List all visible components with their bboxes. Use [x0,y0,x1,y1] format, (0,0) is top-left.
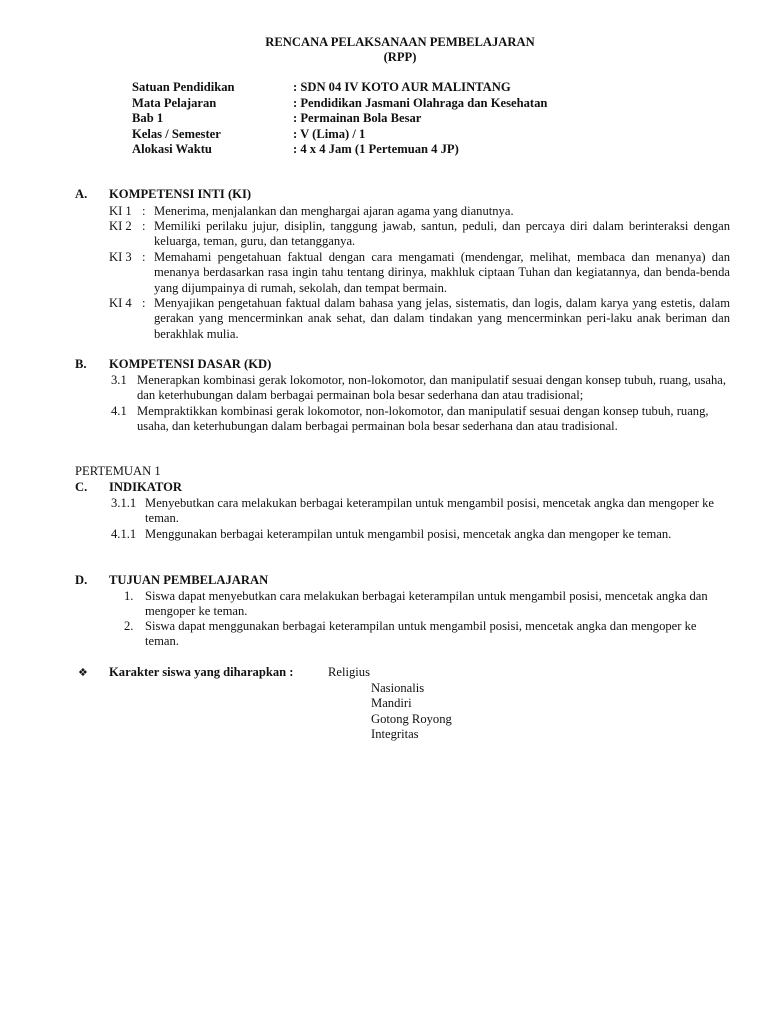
section-a-letter: A. [75,187,88,201]
kd-number: 4.1 [111,404,127,418]
ki-text: Memahami pengetahuan faktual dengan cara mengamati (mendengar, melihat, membaca dan menanya) dan menanya berdasarkan rasa ingin tahu tentang dirinya, makhluk ciptaan Tuhan dan kegiatannya, dan benda-benda yang dijumpainya di rumah, sekolah, dan tempat bermain. [154,250,730,295]
indicator-number: 4.1.1 [111,527,137,541]
identity-value: : SDN 04 IV KOTO AUR MALINTANG [293,80,511,94]
section-b-letter: B. [75,357,87,371]
character-value: Mandiri [371,696,412,710]
indicator-text: Menyebutkan cara melakukan berbagai keterampilan untuk mengambil posisi, mencetak angka dan mengoper ke teman. [145,496,714,526]
ki-colon: : [142,204,146,218]
ki-text: Memiliki perilaku jujur, disiplin, tanggung jawab, santun, peduli, dan percaya diri dalam berinteraksi dengan keluarga, teman, guru, dan tetangganya. [154,219,730,249]
ki-text: Menerima, menjalankan dan menghargai ajaran agama yang dianutnya. [154,204,514,218]
kd-text [137,373,730,404]
ki-code: KI 2 [109,219,132,233]
section-b-heading: KOMPETENSI DASAR (KD) [109,357,272,371]
kd-text [137,404,717,435]
objective-text: Siswa dapat menyebutkan cara melakukan berbagai keterampilan untuk mengambil posisi, mencetak angka dan mengoper ke teman. [145,589,708,619]
identity-label: Kelas / Semester [132,127,221,141]
identity-label: Mata Pelajaran [132,96,217,110]
objective-number: 2. [124,619,134,633]
ki-colon: : [142,250,146,264]
meeting-heading: PERTEMUAN 1 [75,464,161,478]
ki-code: KI 4 [109,296,132,310]
character-value: Religius [328,665,370,679]
ki-colon: : [142,219,146,233]
indicator-text: Menggunakan berbagai keterampilan untuk mengambil posisi, mencetak angka dan mengoper ke teman. [145,527,672,541]
section-c-heading: INDIKATOR [109,480,183,494]
indicator-number: 3.1.1 [111,496,137,510]
ki-colon: : [142,296,146,310]
character-label: Karakter siswa yang diharapkan : [109,665,294,679]
doc-title-line2: (RPP) [383,50,417,64]
objective-text: Siswa dapat menggunakan berbagai keterampilan untuk mengambil posisi, mencetak angka dan mengoper ke teman. [145,619,697,649]
ki-code: KI 3 [109,250,132,264]
ki-code: KI 1 [109,204,132,218]
identity-label: Alokasi Waktu [132,142,212,156]
identity-label: Bab 1 [132,111,164,125]
character-value: Integritas [371,727,419,741]
character-value: Nasionalis [371,681,425,695]
diamond-bullet-icon: ❖ [78,666,88,679]
doc-title-line1: RENCANA PELAKSANAAN PEMBELAJARAN [265,35,535,49]
identity-value: : 4 x 4 Jam (1 Pertemuan 4 JP) [293,142,459,156]
kd-text-body: Mempraktikkan kombinasi gerak lokomotor, non-lokomotor, dan manipulatif sesuai dengan konsep tubuh, ruang, usaha, dan keterhubungan dalam berbagai permainan bola besar sederhana dan atau tradisional. [137,404,709,434]
identity-label: Satuan Pendidikan [132,80,235,94]
ki-text: Menyajikan pengetahuan faktual dalam bahasa yang jelas, sistematis, dan logis, dalam karya yang estetis, dalam gerakan yang mencerminkan anak sehat, dan dalam tindakan yang mencerminkan peri-laku anak beriman dan berakhlak mulia. [154,296,730,341]
section-a-heading: KOMPETENSI INTI (KI) [109,187,252,201]
kd-text-body: Menerapkan kombinasi gerak lokomotor, non-lokomotor, dan manipulatif sesuai dengan konsep tubuh, ruang, usaha, dan keterhubungan dalam berbagai permainan bola besar sederhana dan atau tradisional; [137,373,727,403]
section-c-letter: C. [75,480,88,494]
kd-number: 3.1 [111,373,127,387]
section-d-heading: TUJUAN PEMBELAJARAN [109,573,269,587]
identity-value: : Pendidikan Jasmani Olahraga dan Kesehatan [293,96,548,110]
character-value: Gotong Royong [371,712,452,726]
identity-value: : Permainan Bola Besar [293,111,422,125]
objective-number: 1. [124,589,134,603]
identity-value: : V (Lima) / 1 [293,127,366,141]
section-d-letter: D. [75,573,88,587]
